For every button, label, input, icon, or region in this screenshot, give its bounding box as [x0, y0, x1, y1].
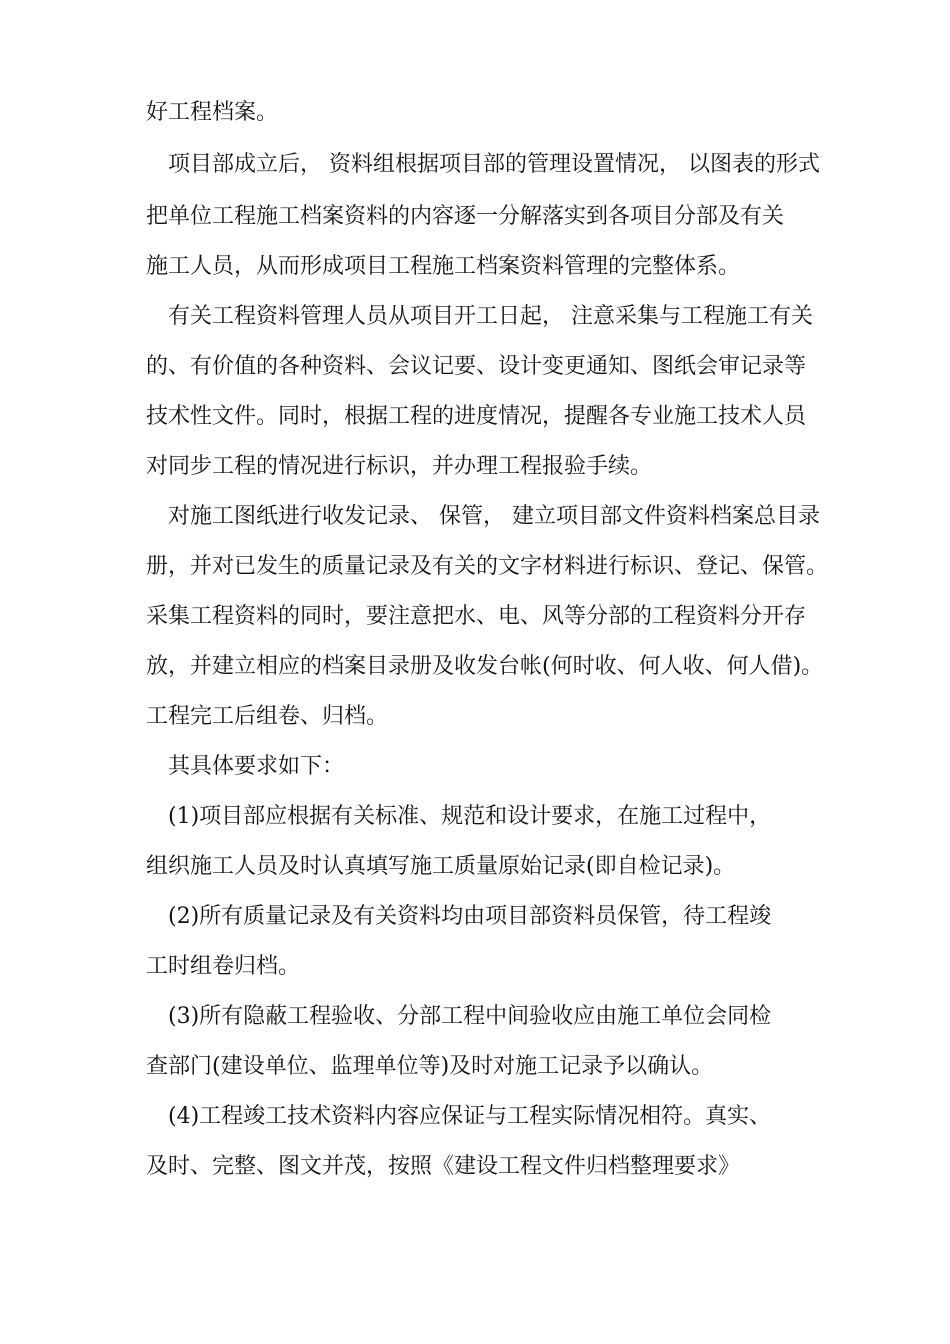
- text-line: 的、有价值的各种资料、会议记要、设计变更通知、图纸会审记录等: [146, 354, 807, 379]
- text-line: 有关工程资料管理人员从项目开工日起， 注意采集与工程施工有关: [168, 304, 813, 329]
- text-line: (3)所有隐蔽工程验收、分部工程中间验收应由施工单位会同检: [168, 1004, 772, 1029]
- text-line: 册，并对已发生的质量记录及有关的文字材料进行标识、登记、保管。: [146, 554, 829, 579]
- text-line: 对同步工程的情况进行标识，并办理工程报验手续。: [146, 454, 653, 479]
- text-line: 采集工程资料的同时，要注意把水、电、风等分部的工程资料分开存: [146, 604, 807, 629]
- text-line: (2)所有质量记录及有关资料均由项目部资料员保管，待工程竣: [168, 904, 772, 929]
- text-line: 施工人员，从而形成项目工程施工档案资料管理的完整体系。: [146, 254, 741, 279]
- text-line: 放，并建立相应的档案目录册及收发台帐(何时收、何人收、何人借)。: [146, 654, 824, 679]
- text-line: 查部门(建设单位、监理单位等)及时对施工记录予以确认。: [146, 1054, 714, 1079]
- text-line: 项目部成立后， 资料组根据项目部的管理设置情况， 以图表的形式: [168, 152, 820, 177]
- text-line: (4)工程竣工技术资料内容应保证与工程实际情况相符。真实、: [168, 1104, 772, 1129]
- text-line: 及时、完整、图文并茂，按照《建设工程文件归档整理要求》: [146, 1154, 741, 1179]
- text-line: 把单位工程施工档案资料的内容逐一分解落实到各项目分部及有关: [146, 204, 785, 229]
- text-line: 工时组卷归档。: [146, 954, 301, 979]
- text-line: 对施工图纸进行收发记录、 保管， 建立项目部文件资料档案总目录: [168, 504, 820, 529]
- text-line: 工程完工后组卷、归档。: [146, 704, 389, 729]
- text-line: 好工程档案。: [146, 100, 279, 125]
- text-line: 其具体要求如下：: [168, 754, 345, 779]
- text-line: 组织施工人员及时认真填写施工质量原始记录(即自检记录)。: [146, 854, 736, 879]
- text-line: (1)项目部应根据有关标准、规范和设计要求，在施工过程中，: [168, 804, 772, 829]
- text-line: 技术性文件。同时，根据工程的进度情况，提醒各专业施工技术人员: [146, 404, 807, 429]
